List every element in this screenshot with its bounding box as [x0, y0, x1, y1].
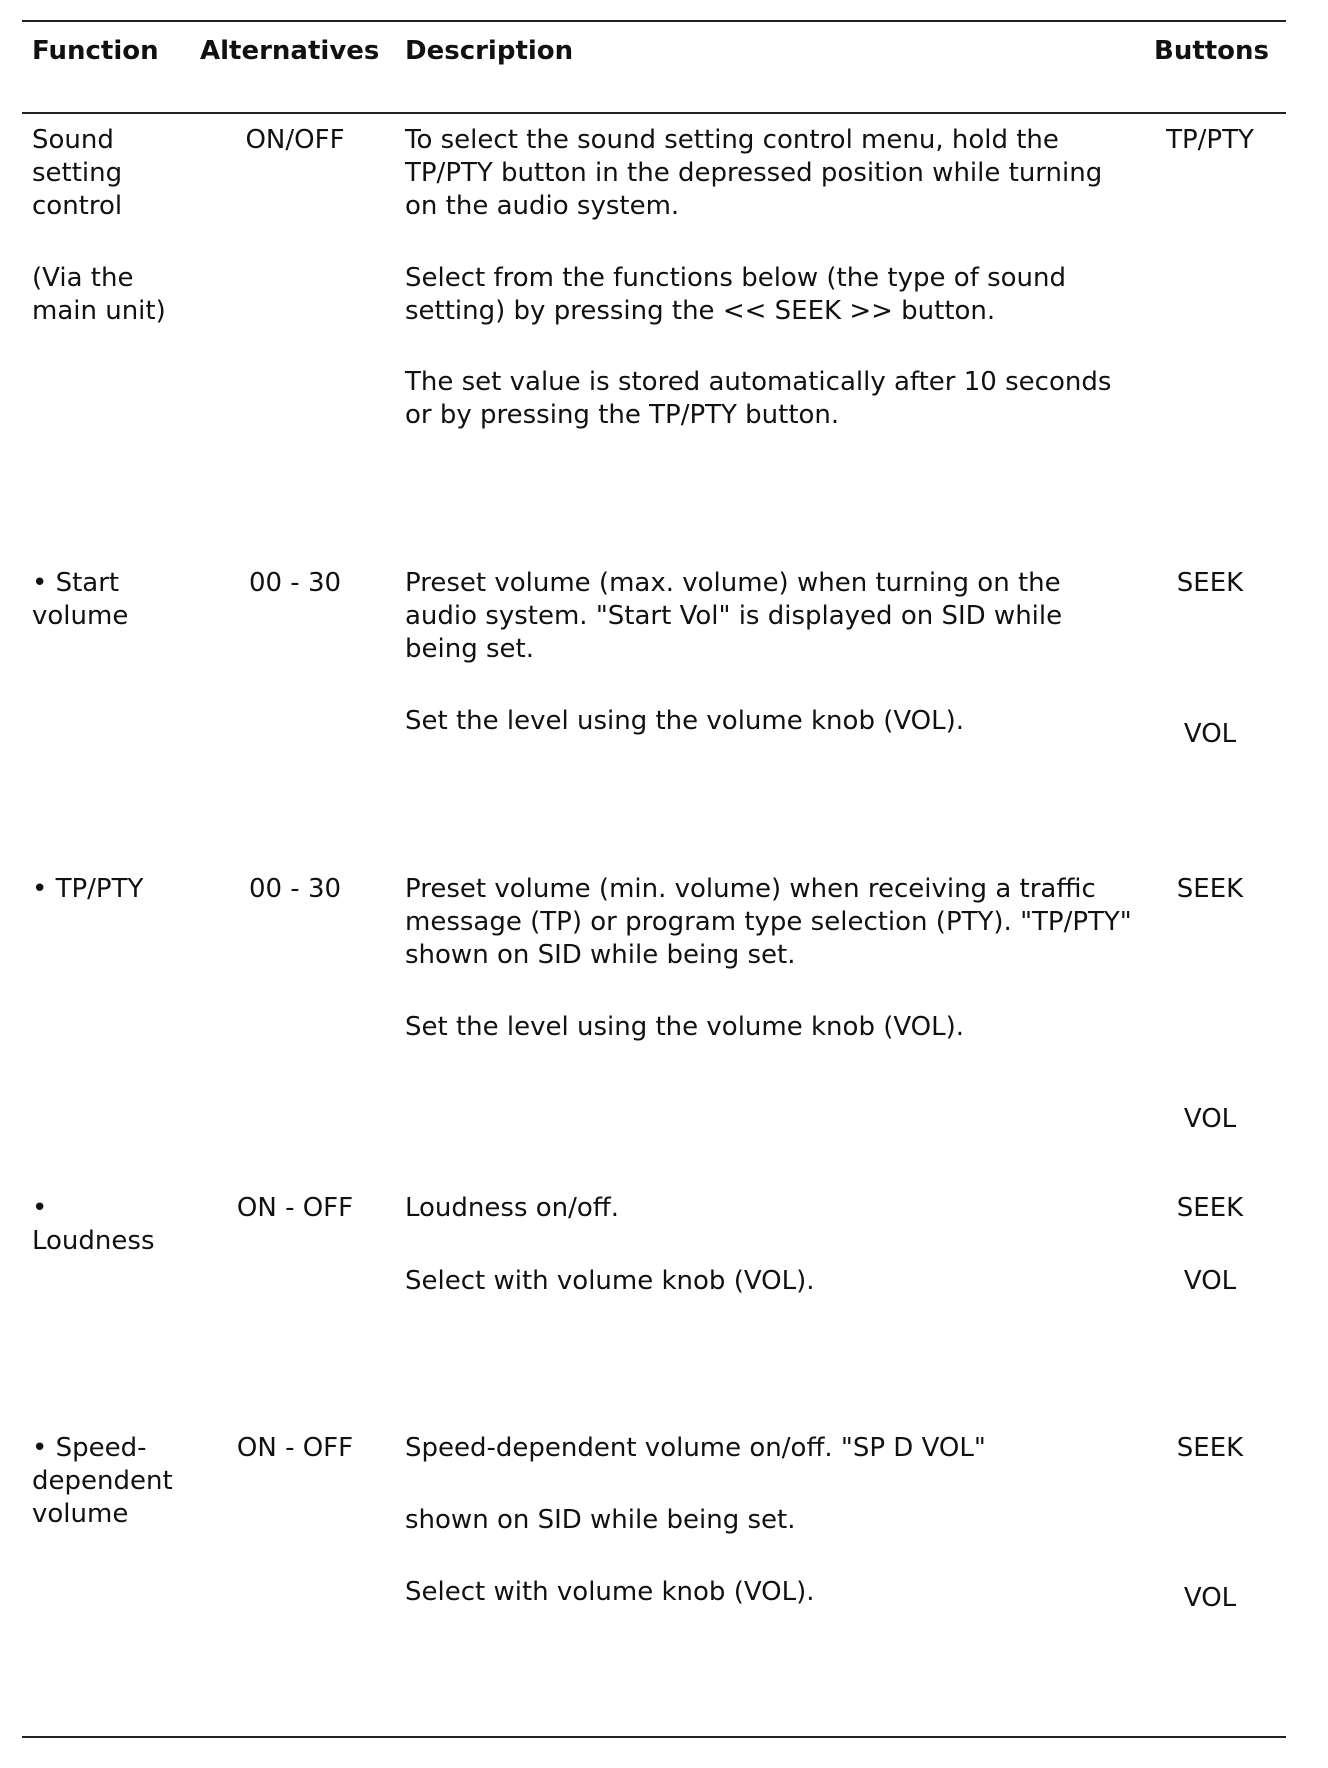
description-paragraph: Speed-dependent volume on/off. "SP D VOL": [405, 1433, 986, 1463]
function-cell: [32, 124, 202, 223]
function-label: volume: [32, 601, 129, 631]
alternatives-cell: ON - OFF: [236, 1433, 354, 1463]
button-label: VOL: [1183, 1583, 1237, 1613]
description-paragraph: Select from the functions below (the type of sound setting) by pressing the << SEEK >> button.: [405, 263, 1067, 326]
header-rule: [22, 112, 1286, 114]
description-paragraph: Preset volume (min. volume) when receiving a traffic message (TP) or program type selection (PTY). "TP/PTY" shown on SID while being set.: [405, 874, 1132, 970]
function-cell: [32, 567, 202, 633]
alternatives-cell: 00 - 30: [248, 568, 342, 598]
function-label: setting: [32, 158, 123, 188]
button-label: TP/PTY: [1166, 125, 1254, 155]
function-label: dependent: [32, 1466, 173, 1496]
button-label: SEEK: [1176, 1193, 1244, 1223]
function-cell: [32, 1192, 202, 1258]
description-paragraph: Loudness on/off.: [405, 1193, 619, 1223]
description-paragraph: Set the level using the volume knob (VOL).: [405, 706, 965, 736]
function-label: • Speed-: [32, 1433, 147, 1463]
button-label: SEEK: [1176, 874, 1244, 904]
function-note-line: main unit): [32, 296, 166, 326]
button-label: SEEK: [1176, 1433, 1244, 1463]
table-bottom-rule: [22, 1736, 1286, 1738]
function-label: • TP/PTY: [32, 874, 144, 904]
description-paragraph: Set the level using the volume knob (VOL).: [405, 1012, 965, 1042]
function-cell: [32, 873, 202, 906]
description-paragraph: Select with volume knob (VOL).: [405, 1577, 815, 1607]
header-description: Description: [405, 36, 574, 66]
function-label: Loudness: [32, 1226, 155, 1256]
function-label: volume: [32, 1499, 129, 1529]
function-label: Sound: [32, 125, 114, 155]
button-label: VOL: [1183, 1266, 1237, 1296]
alternatives-cell: 00 - 30: [248, 874, 342, 904]
description-paragraph: shown on SID while being set.: [405, 1505, 796, 1535]
header-function: Function: [32, 36, 159, 66]
description-paragraph: The set value is stored automatically after 10 seconds or by pressing the TP/PTY button.: [405, 367, 1112, 430]
function-label: •: [32, 1193, 48, 1223]
header-alternatives: Alternatives: [200, 36, 380, 66]
function-note: [32, 262, 202, 328]
description-paragraph: Select with volume knob (VOL).: [405, 1266, 815, 1296]
alternatives-cell: ON - OFF: [236, 1193, 354, 1223]
table-top-rule: [22, 20, 1286, 22]
function-cell: [32, 1432, 202, 1531]
description-paragraph: Preset volume (max. volume) when turning on the audio system. "Start Vol" is displayed on SID while being set.: [405, 568, 1063, 664]
button-label: VOL: [1183, 719, 1237, 749]
header-buttons: Buttons: [1154, 36, 1270, 66]
alternatives-cell: ON/OFF: [245, 125, 345, 155]
description-paragraph: To select the sound setting control menu, hold the TP/PTY button in the depressed position while turning on the audio system.: [405, 125, 1103, 221]
function-label: control: [32, 191, 123, 221]
function-note-line: (Via the: [32, 263, 134, 293]
function-label: • Start: [32, 568, 120, 598]
button-label: VOL: [1183, 1104, 1237, 1134]
button-label: SEEK: [1176, 568, 1244, 598]
